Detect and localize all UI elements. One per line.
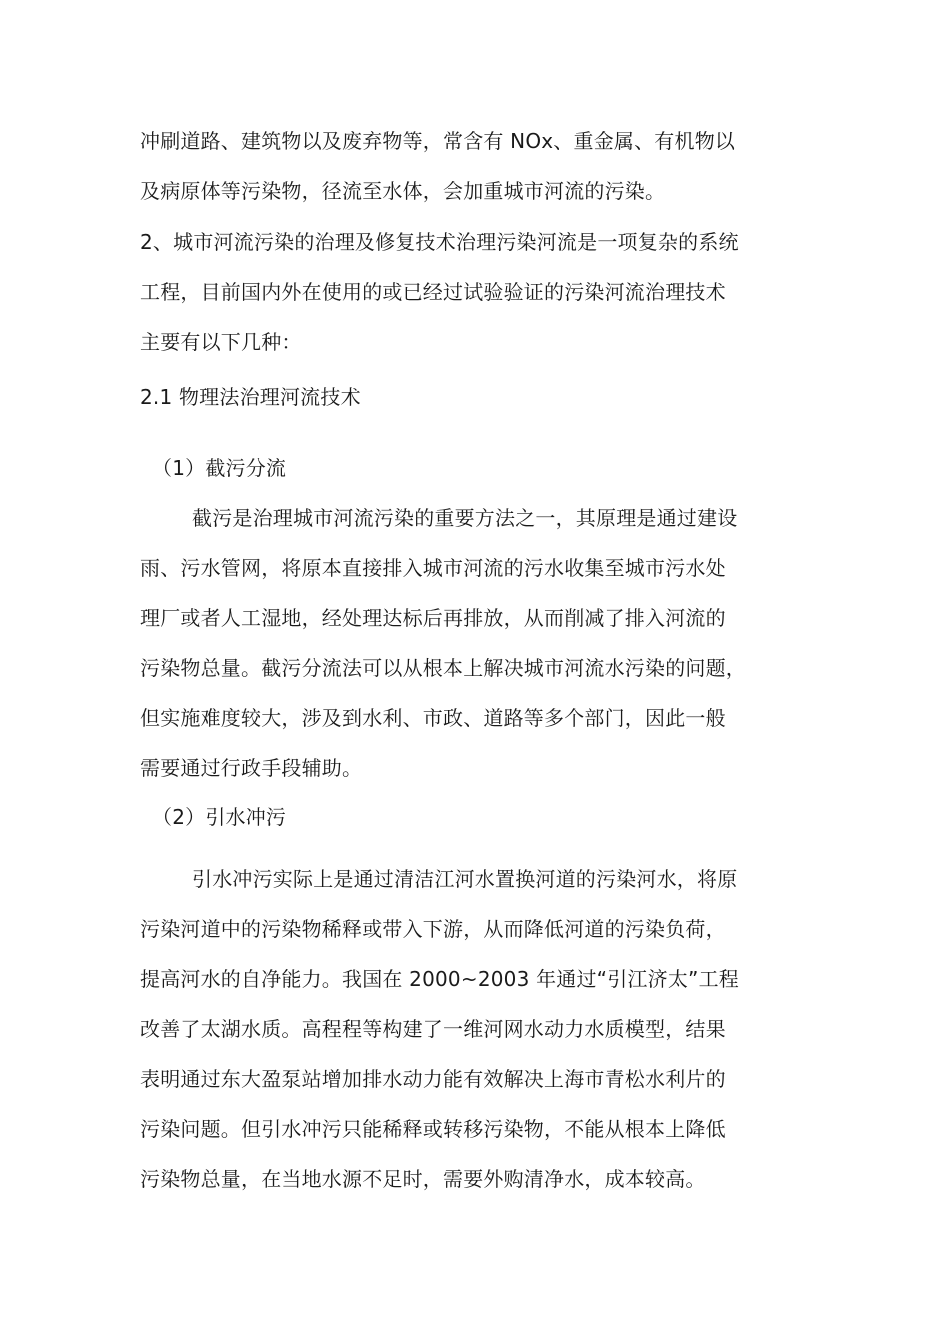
- paragraph-line: 提高河水的自净能力。我国在 2000~2003 年通过“引江济太”工程: [140, 967, 739, 991]
- paragraph-line: 污染问题。但引水冲污只能稀释或转移污染物，不能从根本上降低: [140, 1117, 726, 1141]
- section-paragraph-line: 工程，目前国内外在使用的或已经过试验验证的污染河流治理技术: [140, 280, 726, 304]
- paragraph-line: 污染物总量，在当地水源不足时，需要外购清净水，成本较高。: [140, 1167, 706, 1191]
- paragraph-line: 改善了太湖水质。高程程等构建了一维河网水动力水质模型，结果: [140, 1017, 726, 1041]
- paragraph-line: 及病原体等污染物，径流至水体，会加重城市河流的污染。: [140, 179, 666, 203]
- section-paragraph-line: 主要有以下几种：: [140, 330, 302, 354]
- paragraph-line: 污染河道中的污染物稀释或带入下游，从而降低河道的污染负荷，: [140, 917, 726, 941]
- paragraph-line: 引水冲污实际上是通过清洁江河水置换河道的污染河水，将原: [192, 867, 738, 891]
- paragraph-line: 理厂或者人工湿地，经处理达标后再排放，从而削减了排入河流的: [140, 606, 726, 630]
- section-heading: 2.1 物理法治理河流技术: [140, 385, 361, 409]
- paragraph-line: 截污是治理城市河流污染的重要方法之一，其原理是通过建设: [192, 506, 738, 530]
- paragraph-line: 污染物总量。截污分流法可以从根本上解决城市河流水污染的问题，: [140, 656, 746, 680]
- subsection-heading: （1）截污分流: [152, 456, 287, 480]
- paragraph-line: 但实施难度较大，涉及到水利、市政、道路等多个部门，因此一般: [140, 706, 726, 730]
- subsection-heading: （2）引水冲污: [152, 805, 287, 829]
- paragraph-line: 雨、污水管网，将原本直接排入城市河流的污水收集至城市污水处: [140, 556, 726, 580]
- paragraph-line: 需要通过行政手段辅助。: [140, 756, 363, 780]
- section-paragraph-line: 2、城市河流污染的治理及修复技术治理污染河流是一项复杂的系统: [140, 230, 739, 254]
- paragraph-line: 冲刷道路、建筑物以及废弃物等，常含有 NOx、重金属、有机物以: [140, 129, 736, 153]
- paragraph-line: 表明通过东大盈泵站增加排水动力能有效解决上海市青松水利片的: [140, 1067, 726, 1091]
